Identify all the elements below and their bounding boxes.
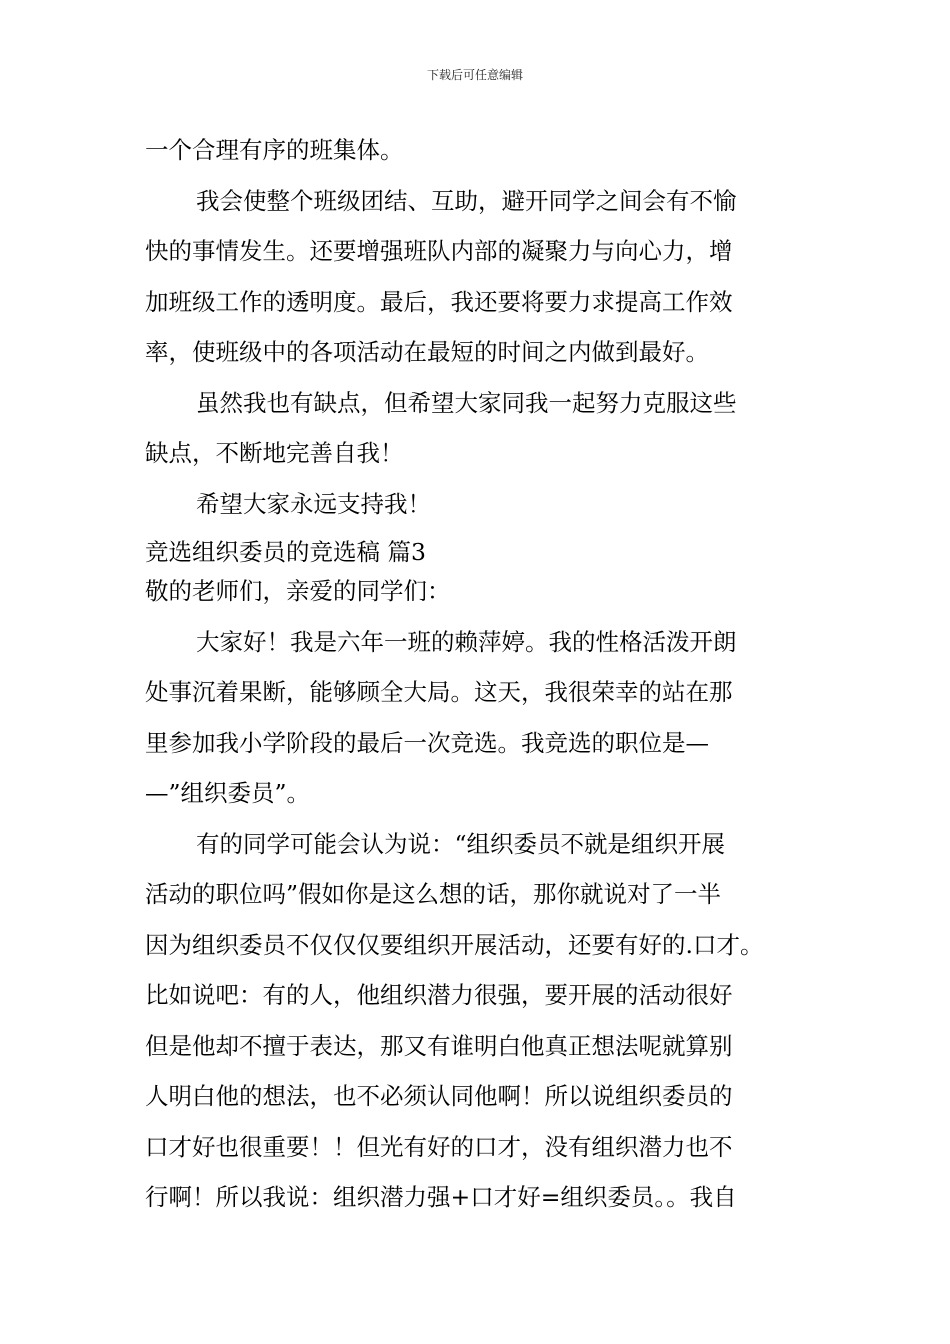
text-line: 缺点，不断地完善自我！ <box>145 439 404 467</box>
text-line: 虽然我也有缺点，但希望大家同我一起努力克服这些 <box>196 388 737 417</box>
section-heading: 竞选组织委员的竞选稿 篇3 <box>145 538 426 566</box>
text-line: 口才好也很重要！！但光有好的口才，没有组织潜力也不 <box>145 1132 733 1161</box>
document-body <box>145 130 825 1228</box>
salutation: 敬的老师们，亲爱的同学们： <box>145 577 451 605</box>
text-line: —”组织委员”。 <box>145 779 311 807</box>
text-line: 比如说吧：有的人，他组织潜力很强，要开展的活动很好 <box>145 981 733 1009</box>
text-line: 处事沉着果断，能够顾全大局。这天，我很荣幸的站在那 <box>145 678 733 706</box>
text-line: 大家好！我是六年一班的赖萍婷。我的性格活泼开朗 <box>196 627 737 656</box>
page-header: 下载后可任意编辑 <box>426 68 523 82</box>
text-line: 人明白他的想法，也不必须认同他啊！所以说组织委员的 <box>145 1082 733 1110</box>
text-line: 里参加我小学阶段的最后一次竞选。我竞选的职位是— <box>145 728 709 757</box>
text-line: 有的同学可能会认为说：“组织委员不就是组织开展 <box>196 829 726 858</box>
text-line: 加班级工作的透明度。最后，我还要将要力求提高工作效 <box>145 287 733 316</box>
text-line: 率，使班级中的各项活动在最短的时间之内做到最好。 <box>145 338 709 366</box>
text-line: 我会使整个班级团结、互助，避开同学之间会有不愉 <box>196 186 737 215</box>
text-line: 但是他却不擅于表达，那又有谁明白他真正想法呢就算别 <box>145 1031 733 1060</box>
text-line: 一个合理有序的班集体。 <box>145 136 404 164</box>
text-line: 希望大家永远支持我！ <box>196 489 431 518</box>
text-line: 行啊！所以我说：组织潜力强+口才好=组织委员。。我自 <box>145 1183 737 1211</box>
text-line: 快的事情发生。还要增强班队内部的凝聚力与向心力，增 <box>145 237 733 265</box>
text-line: 因为组织委员不仅仅仅要组织开展活动，还要有好的.口才。 <box>145 930 764 959</box>
text-line: 活动的职位吗”假如你是这么想的话，那你就说对了一半 <box>145 880 722 908</box>
